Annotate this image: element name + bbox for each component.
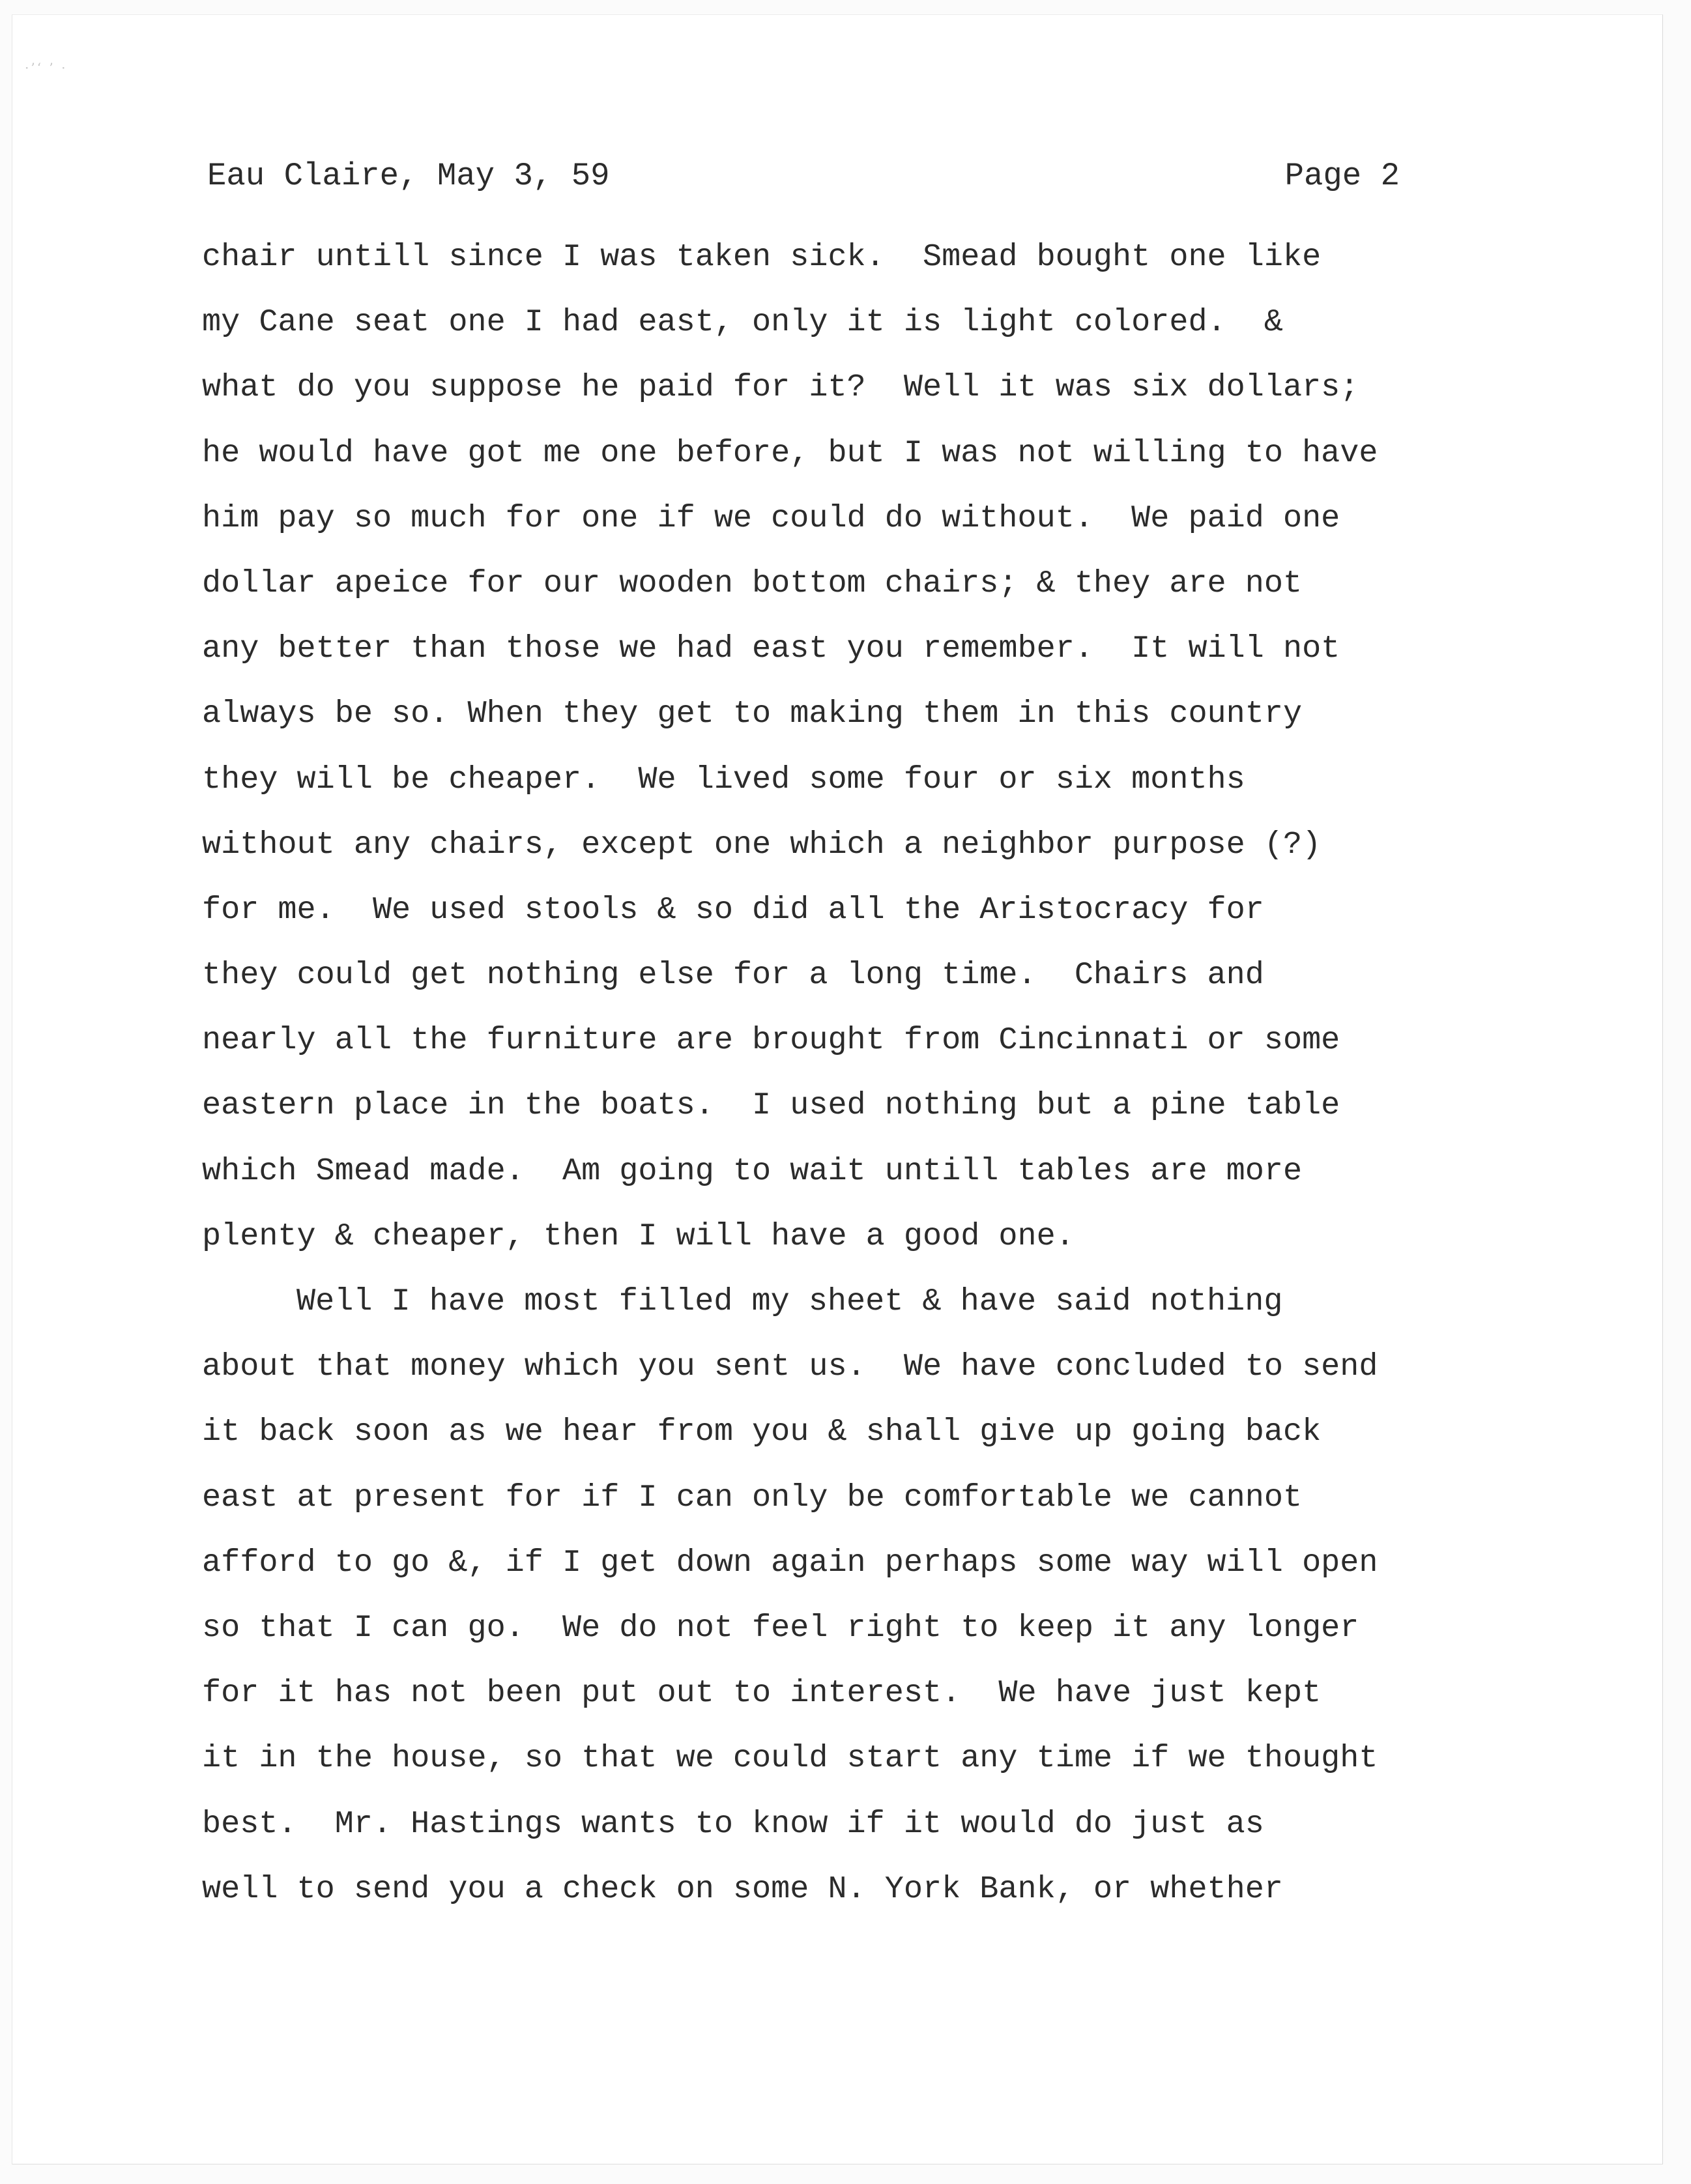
text-line: any better than those we had east you remember. It will not (202, 631, 1340, 667)
text-line: so that I can go. We do not feel right to keep it any longer (202, 1609, 1359, 1646)
letter-body (202, 225, 1447, 1922)
place-date: Eau Claire, May 3, 59 (207, 158, 610, 194)
text-line: always be so. When they get to making them in this country (202, 696, 1303, 732)
text-line: my Cane seat one I had east, only it is light colored. & (202, 304, 1283, 341)
text-line: about that money which you sent us. We have concluded to send (202, 1349, 1378, 1385)
text-line: chair untill since I was taken sick. Smead bought one like (202, 239, 1322, 275)
text-line: nearly all the furniture are brought from Cincinnati or some (202, 1022, 1340, 1059)
page-number: Page 2 (1284, 158, 1400, 194)
page-header (207, 158, 1400, 203)
text-line: east at present for if I can only be comfortable we cannot (202, 1479, 1303, 1516)
text-line: afford to go &, if I get down again perhaps some way will open (202, 1544, 1378, 1581)
text-line: he would have got me one before, but I was not willing to have (202, 435, 1378, 471)
text-line: well to send you a check on some N. York Bank, or whether (202, 1871, 1283, 1907)
text-line: they could get nothing else for a long time. Chairs and (202, 957, 1264, 994)
text-line: for me. We used stools & so did all the Aristocracy for (202, 891, 1264, 928)
text-line: without any chairs, except one which a neighbor purpose (?) (202, 826, 1322, 863)
text-line: eastern place in the boats. I used nothing but a pine table (202, 1087, 1340, 1124)
text-line: him pay so much for one if we could do without. We paid one (202, 500, 1340, 536)
paragraph-start-line: Well I have most filled my sheet & have said nothing (296, 1284, 1283, 1319)
text-line: they will be cheaper. We lived some four or six months (202, 761, 1245, 797)
text-line: which Smead made. Am going to wait untill tables are more (202, 1153, 1303, 1189)
text-line: it back soon as we hear from you & shall give up going back (202, 1414, 1322, 1450)
text-line: dollar apeice for our wooden bottom chairs; & they are not (202, 565, 1303, 601)
text-line: plenty & cheaper, then I will have a good one. (202, 1218, 1075, 1254)
text-line: for it has not been put out to interest. We have just kept (202, 1675, 1322, 1712)
marginal-mark: ·’‘ ’ · (25, 60, 68, 76)
text-line: best. Mr. Hastings wants to know if it would do just as (202, 1805, 1264, 1842)
text-line: it in the house, so that we could start any time if we thought (202, 1740, 1378, 1777)
text-line: what do you suppose he paid for it? Well it was six dollars; (202, 369, 1359, 406)
